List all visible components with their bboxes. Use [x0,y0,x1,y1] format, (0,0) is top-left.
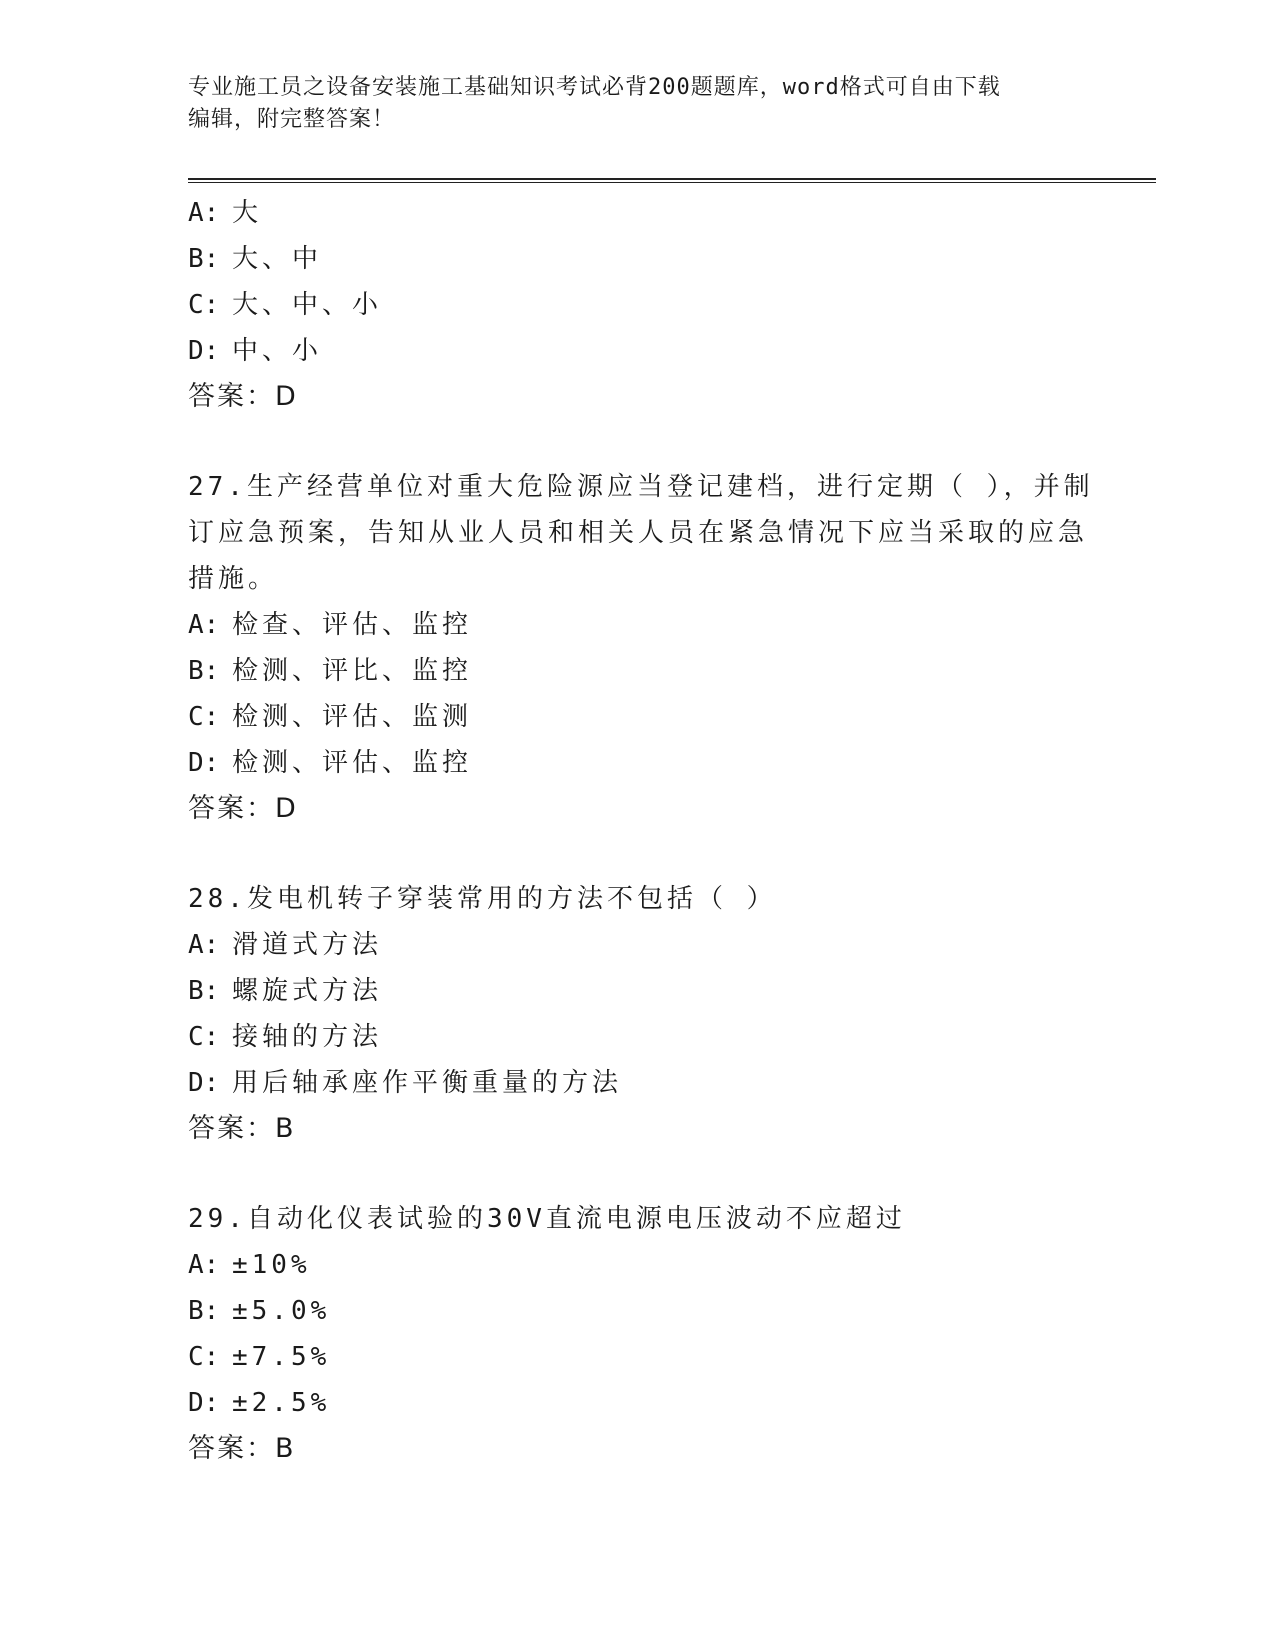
option-text: 检测、评估、监控 [232,748,473,778]
option-label: B: [188,1296,220,1326]
question-spacer [188,1152,1088,1196]
header-title-line-1: 专业施工员之设备安装施工基础知识考试必背200题题库，word格式可自由下载 [188,75,1001,100]
question-29 [188,1196,1088,1472]
answer-line: 答案：B [188,1433,296,1464]
option-label: B: [188,656,220,686]
document-header [188,72,1068,136]
option-b [188,1288,1088,1334]
question-spacer [188,420,1088,464]
header-divider [188,178,1156,183]
option-text: 螺旋式方法 [232,976,383,1006]
option-c [188,282,1088,328]
option-label: C: [188,702,220,732]
option-d [188,1380,1088,1426]
answer-line: 答案：D [188,793,298,824]
option-d [188,328,1088,374]
question-stem-line: 27.生产经营单位对重大危险源应当登记建档，进行定期（ ），并制 [188,472,1094,502]
option-text: ±7.5% [232,1342,331,1372]
option-b [188,968,1088,1014]
option-text: 检测、评估、监测 [232,702,473,732]
option-label: D: [188,1388,220,1418]
option-label: D: [188,1068,220,1098]
option-c [188,694,1088,740]
option-label: D: [188,748,220,778]
option-a [188,922,1088,968]
option-label: B: [188,244,220,274]
option-b [188,648,1088,694]
option-d [188,1060,1088,1106]
option-text: 中、小 [232,336,323,366]
question-stem-line: 措施。 [188,564,279,594]
option-label: C: [188,1342,220,1372]
option-label: C: [188,1022,220,1052]
option-text: 检查、评估、监控 [232,610,473,640]
option-text: ±10% [232,1250,311,1280]
option-text: 检测、评比、监控 [232,656,473,686]
option-label: A: [188,1250,220,1280]
question-27 [188,464,1094,832]
question-spacer [188,832,1088,876]
option-text: ±5.0% [232,1296,331,1326]
question-stem-line: 29.自动化仪表试验的30V直流电源电压波动不应超过 [188,1204,906,1234]
question-28 [188,876,1088,1152]
option-d [188,740,1088,786]
option-label: C: [188,290,220,320]
option-text: 接轴的方法 [232,1022,383,1052]
option-label: A: [188,930,220,960]
header-title-line-2: 编辑，附完整答案！ [188,107,396,132]
question-26-options [188,190,1088,420]
option-text: 大、中 [232,244,323,274]
option-label: A: [188,198,220,228]
option-a [188,602,1088,648]
option-text: 大 [232,198,263,228]
answer-line: 答案：B [188,1113,296,1144]
question-stem-line: 订应急预案，告知从业人员和相关人员在紧急情况下应当采取的应急 [188,518,1089,548]
option-b [188,236,1088,282]
option-text: ±2.5% [232,1388,331,1418]
question-stem-line: 28.发电机转子穿装常用的方法不包括（ ） [188,884,777,914]
question-list [188,190,1094,1472]
option-a [188,1242,1088,1288]
option-a [188,190,1088,236]
answer-line: 答案：D [188,381,298,412]
option-label: D: [188,336,220,366]
option-c [188,1334,1088,1380]
option-label: A: [188,610,220,640]
option-text: 用后轴承座作平衡重量的方法 [232,1068,623,1098]
option-c [188,1014,1088,1060]
option-text: 大、中、小 [232,290,383,320]
option-text: 滑道式方法 [232,930,383,960]
option-label: B: [188,976,220,1006]
